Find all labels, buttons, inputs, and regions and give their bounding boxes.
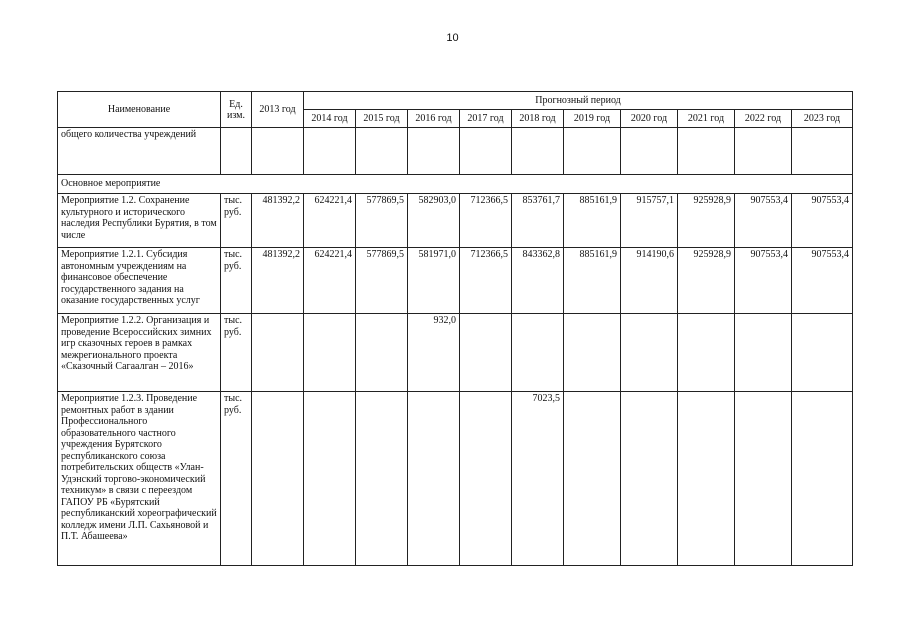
value-cell: [792, 314, 853, 392]
header-name: Наименование: [58, 92, 221, 128]
value-cell: [356, 314, 408, 392]
value-cell: 907553,4: [735, 194, 792, 248]
value-2013: [252, 314, 304, 392]
header-unit: Ед. изм.: [221, 92, 252, 128]
value-2013: 481392,2: [252, 194, 304, 248]
value-cell: [512, 314, 564, 392]
value-cell: [304, 392, 356, 566]
value-cell: 915757,1: [621, 194, 678, 248]
value-cell: [408, 392, 460, 566]
value-cell: 907553,4: [792, 248, 853, 314]
header-year: 2020 год: [621, 110, 678, 128]
budget-table: [57, 91, 853, 566]
value-cell: 577869,5: [356, 194, 408, 248]
value-cell: 853761,7: [512, 194, 564, 248]
value-cell: [678, 392, 735, 566]
value-cell: 712366,5: [460, 194, 512, 248]
value-cell: 581971,0: [408, 248, 460, 314]
value-cell: [356, 392, 408, 566]
value-cell: 624221,4: [304, 248, 356, 314]
value-cell: [678, 314, 735, 392]
row-name: общего количества учреждений: [58, 128, 221, 175]
header-year: 2016 год: [408, 110, 460, 128]
header-year: 2023 год: [792, 110, 853, 128]
value-cell: 843362,8: [512, 248, 564, 314]
value-cell: 885161,9: [564, 194, 621, 248]
table-row: [58, 314, 853, 392]
row-name: Мероприятие 1.2. Сохранение культурного и исторического наследия Республики Бурятия, в том числе: [58, 194, 221, 248]
value-cell: 577869,5: [356, 248, 408, 314]
value-2013: [252, 392, 304, 566]
table-row: [58, 392, 853, 566]
row-unit: тыс. руб.: [221, 314, 252, 392]
section-row: [58, 175, 853, 194]
value-cell: [621, 392, 678, 566]
value-cell: 907553,4: [792, 194, 853, 248]
row-unit: тыс. руб.: [221, 194, 252, 248]
value-cell: 914190,6: [621, 248, 678, 314]
header-year: 2019 год: [564, 110, 621, 128]
value-cell: 7023,5: [512, 392, 564, 566]
header-year: 2014 год: [304, 110, 356, 128]
header-year: 2015 год: [356, 110, 408, 128]
row-unit: тыс. руб.: [221, 392, 252, 566]
value-cell: [792, 392, 853, 566]
table-row: [58, 194, 853, 248]
value-cell: [735, 314, 792, 392]
header-year: 2021 год: [678, 110, 735, 128]
header-year-2013: 2013 год: [252, 92, 304, 128]
table-row: [58, 248, 853, 314]
value-cell: 907553,4: [735, 248, 792, 314]
value-cell: 712366,5: [460, 248, 512, 314]
header-forecast-period: Прогнозный период: [304, 92, 853, 110]
value-cell: [460, 314, 512, 392]
value-cell: 932,0: [408, 314, 460, 392]
row-name: Мероприятие 1.2.1. Субсидия автономным учреждениям на финансовое обеспечение государственного задания на оказание государственных услуг: [58, 248, 221, 314]
value-cell: [304, 314, 356, 392]
value-cell: 925928,9: [678, 194, 735, 248]
value-cell: [621, 314, 678, 392]
row-name: Мероприятие 1.2.2. Организация и проведение Всероссийских зимних игр сказочных героев в рамках межрегионального проекта «Сказочный Сагаалган – 2016»: [58, 314, 221, 392]
value-cell: 925928,9: [678, 248, 735, 314]
header-year: 2017 год: [460, 110, 512, 128]
header-year: 2022 год: [735, 110, 792, 128]
row-unit: тыс. руб.: [221, 248, 252, 314]
page-number: 10: [446, 32, 459, 44]
header-year: 2018 год: [512, 110, 564, 128]
table-row: [58, 128, 853, 175]
value-cell: [735, 392, 792, 566]
value-cell: 582903,0: [408, 194, 460, 248]
value-cell: [460, 392, 512, 566]
row-name: Мероприятие 1.2.3. Проведение ремонтных работ в здании Профессионального образовательного частного учреждения Бурятского республиканского союза потребительских обществ «Улан-Удэнский торгово-экономический техникум» в связи с переездом ГАПОУ РБ «Бурятский республиканский хореографический колледж имени Л.П. Сахьяновой и П.Т. Абашеева»: [58, 392, 221, 566]
section-title: Основное мероприятие: [58, 175, 853, 194]
value-cell: 885161,9: [564, 248, 621, 314]
value-cell: [564, 392, 621, 566]
value-2013: 481392,2: [252, 248, 304, 314]
value-cell: [564, 314, 621, 392]
value-cell: 624221,4: [304, 194, 356, 248]
